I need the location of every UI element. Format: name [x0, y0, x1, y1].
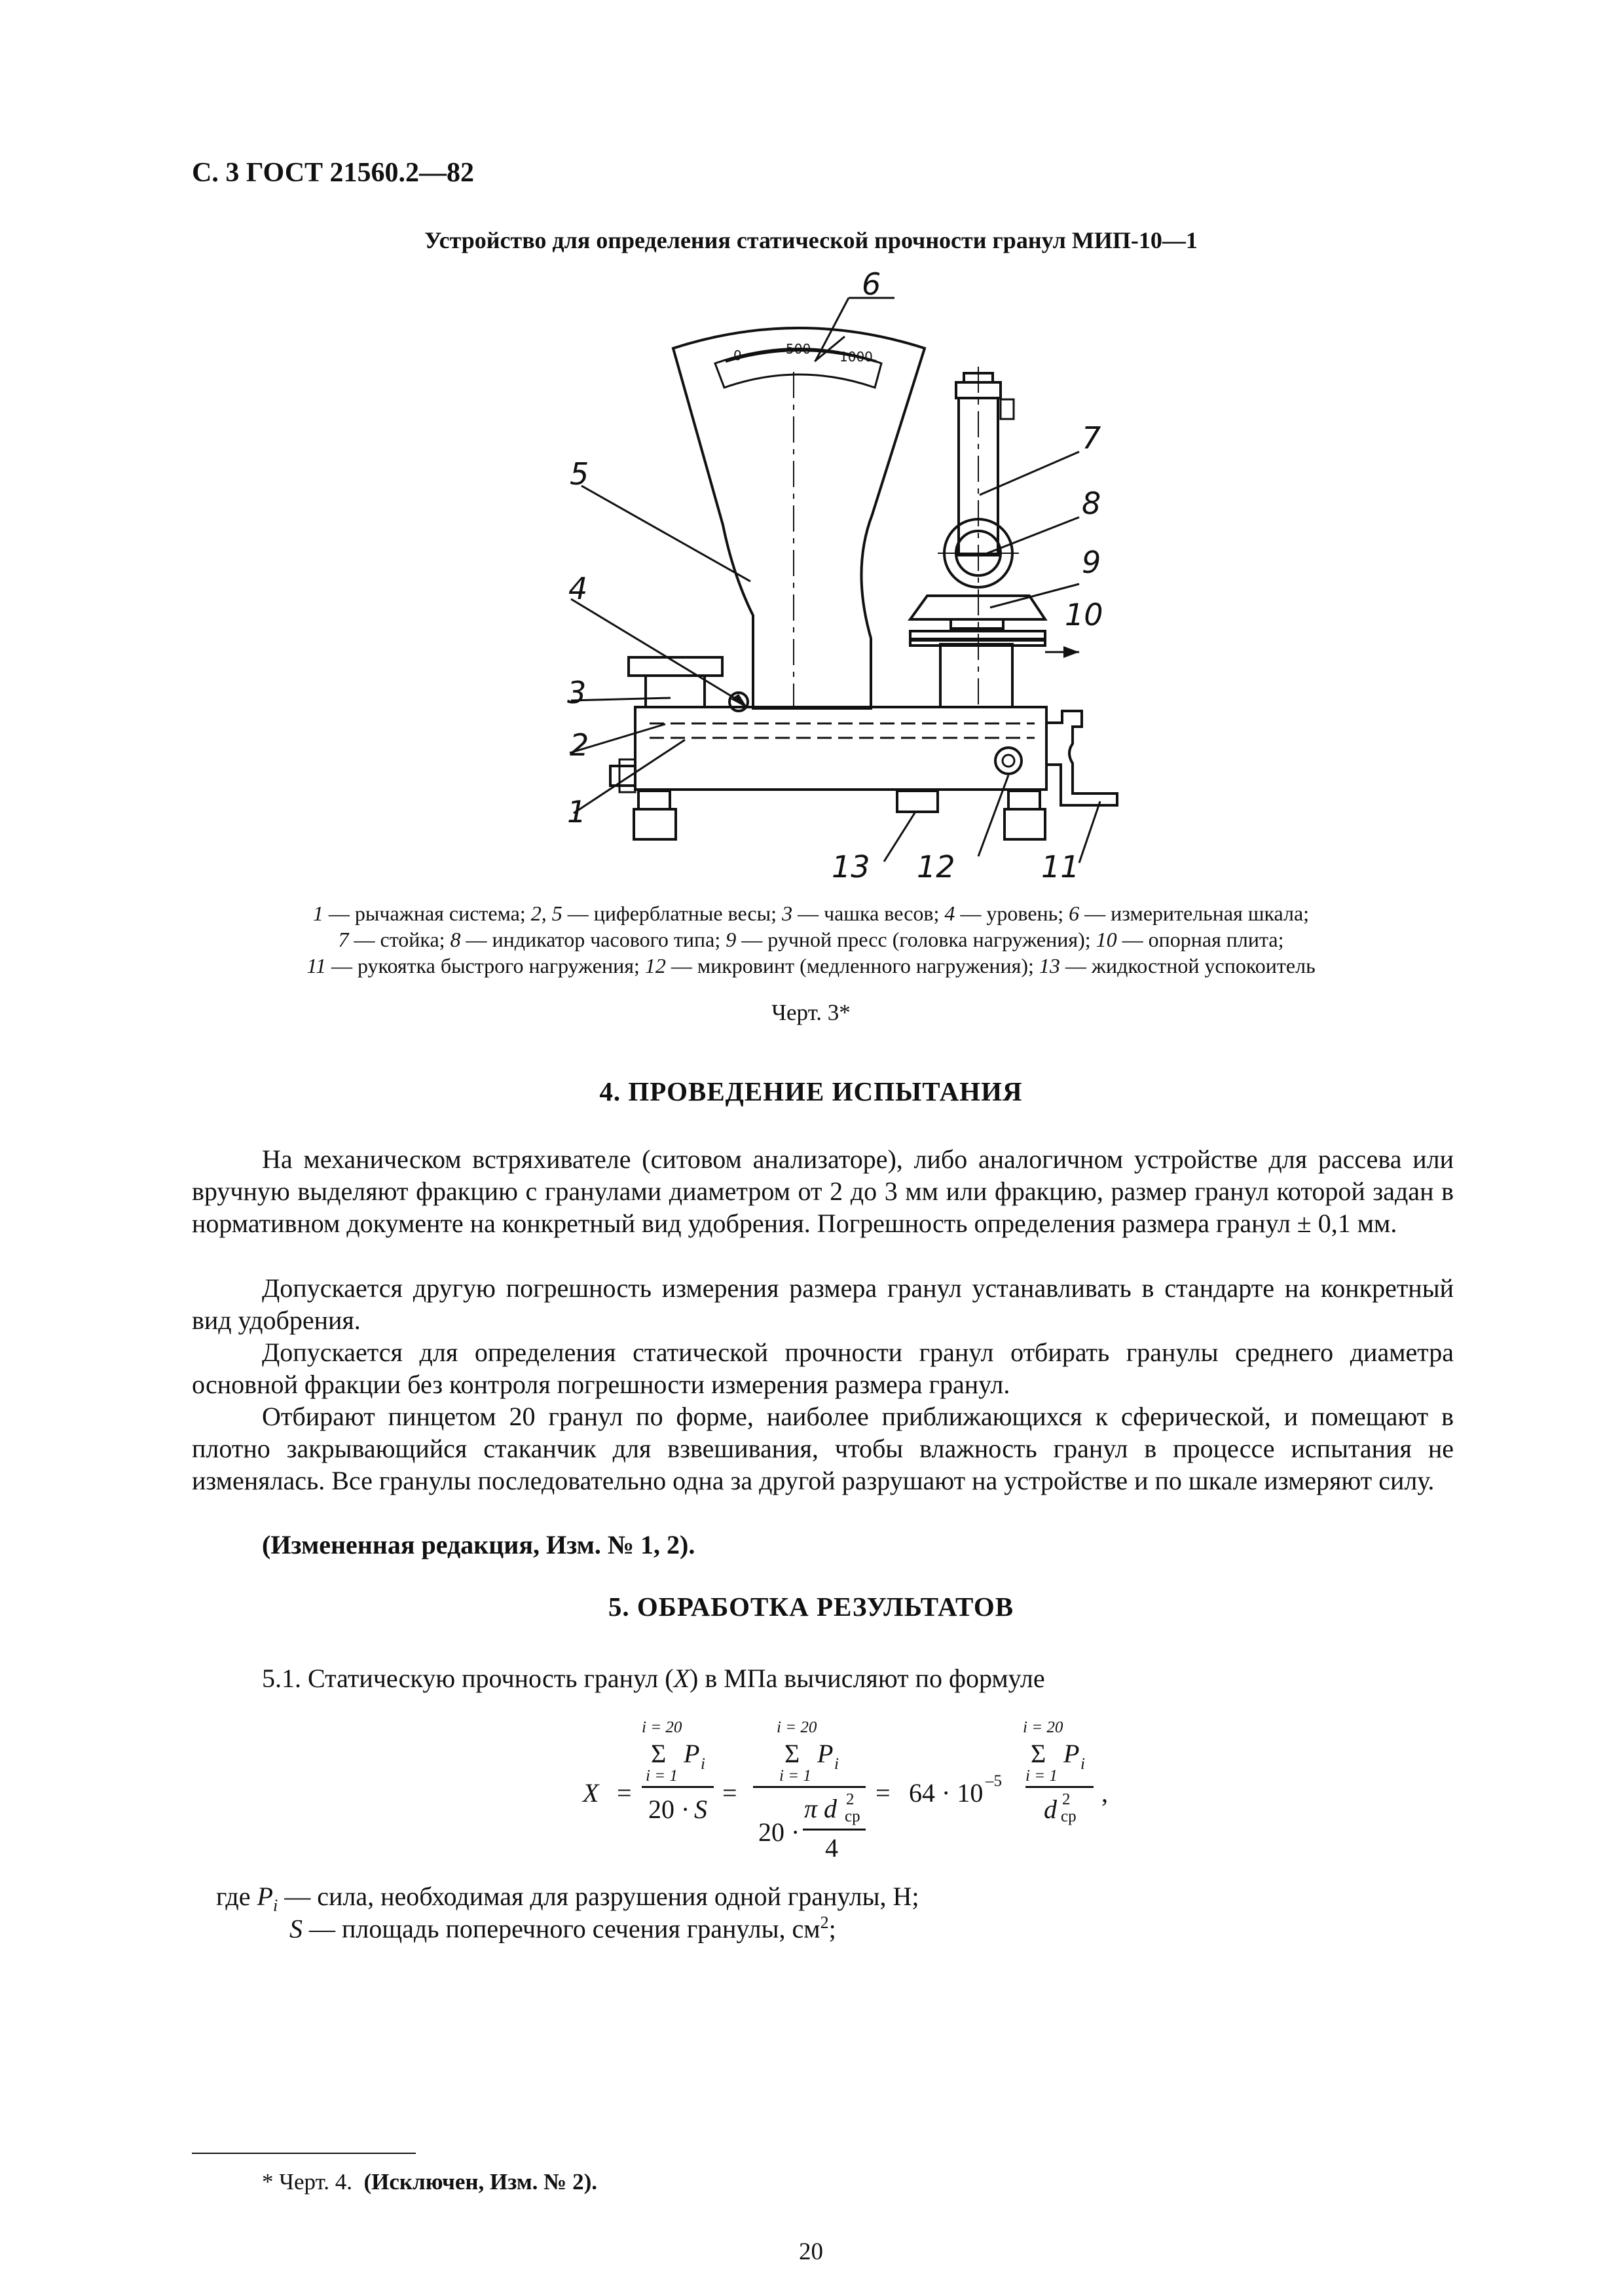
legend-line: 11 — рукоятка быстрого нагружения; 12 — микровинт (медленного нагружения); 13 — жидкостной успокоитель — [306, 954, 1316, 977]
quick-load-handle — [1046, 711, 1117, 805]
callout-9: 9 — [1082, 545, 1101, 580]
foot-right — [1008, 791, 1040, 809]
micro-screw — [995, 748, 1022, 774]
section-5-heading: 5. ОБРАБОТКА РЕЗУЛЬТАТОВ — [608, 1592, 1014, 1622]
figure-title: Устройство для определения статической прочности гранул МИП-10—1 — [424, 227, 1198, 253]
footnote-rule — [192, 2153, 416, 2154]
section-4-paragraph-3: Допускается для определения статической прочности гранул отбирать гранулы среднего диаметра основной фракции без контроля погрешности измерения размера гранул. — [192, 1338, 1454, 1399]
liquid-damper — [897, 791, 938, 812]
section-4-paragraph-2: Допускается другую погрешность измерения размера гранул устанавливать в стандарте на конкретный вид удобрения. — [192, 1273, 1454, 1335]
base-box — [635, 707, 1046, 790]
scale-label-500: 500 — [786, 341, 811, 357]
callout-6: 6 — [862, 266, 881, 302]
where-s: S — площадь поперечного сечения гранулы, $см^2$; — [289, 1913, 836, 1944]
callout-5: 5 — [570, 456, 589, 492]
section-5-1-intro: 5.1. Статическую прочность гранул (X) в МПа вычисляют по формуле — [262, 1664, 1045, 1693]
callout-8: 8 — [1082, 486, 1101, 521]
callout-1: 1 — [567, 794, 587, 829]
callout-2: 2 — [570, 727, 589, 763]
callout-7: 7 — [1082, 420, 1101, 456]
where-p: где $P_i$ — сила, необходимая для разрушения одной гранулы, Н; — [216, 1882, 919, 1915]
scale-cup — [629, 657, 722, 676]
scale-label-1000: 1000 — [839, 349, 873, 365]
callout-13: 13 — [832, 849, 870, 884]
legend-line: 7 — стойка; 8 — индикатор часового типа; 9 — ручной пресс (головка нагружения); 10 — опорная плита; — [338, 928, 1284, 951]
callout-10: 10 — [1065, 597, 1103, 632]
callout-3: 3 — [567, 675, 587, 710]
strength-formula: X = i = 20 Σ P i i = 1 20 · S = i = 20 Σ P i i = 1 20 · π d 2 ср 4 = 64 · 10 –5 i = 20 Σ P i i = 1 d 2 ср , — [583, 1719, 1108, 1863]
figure-caption: Черт. 3* — [771, 1000, 851, 1025]
dial-scale-housing — [673, 328, 925, 708]
section-4-paragraph-1: На механическом встряхивателе (ситовом анализаторе), либо аналогичном устройстве для рассева или вручную выделяют фракцию с гранулами диаметром от 2 до 3 мм или фракцию, размер гранул которой задан в нормативном документе на конкретный вид удобрения. Погрешность определения размера гранул ± 0,1 мм. — [192, 1144, 1454, 1238]
figure-legend — [0, 900, 1622, 979]
callout-12: 12 — [917, 849, 955, 884]
device-drawing — [0, 262, 1622, 890]
section-4-paragraph-4: Отбирают пинцетом 20 гранул по форме, наиболее приближающихся к сферической, и помещают в плотно закрывающийся стаканчик для взвешивания, чтобы влажность гранул в процессе испытания не изменялась. Все гранулы последовательно одна за другой разрушают на устройстве и по шкале измеряют силу. — [192, 1402, 1454, 1495]
callout-4: 4 — [568, 571, 588, 606]
page-header: С. 3 ГОСТ 21560.2—82 — [192, 158, 475, 188]
section-4-heading: 4. ПРОВЕДЕНИЕ ИСПЫТАНИЯ — [599, 1076, 1023, 1106]
legend-line: 1 — рычажная система; 2, 5 — циферблатные весы; 3 — чашка весов; 4 — уровень; 6 — измерительная шкала; — [312, 902, 1310, 925]
foot-left — [638, 791, 670, 809]
callout-11: 11 — [1041, 849, 1080, 884]
amendment-note: (Измененная редакция, Изм. № 1, 2). — [262, 1530, 695, 1559]
scale-label-0: 0 — [733, 348, 742, 363]
footnote: * Черт. 4. (Исключен, Изм. № 2). — [262, 2169, 598, 2195]
page-number: 20 — [799, 2238, 823, 2265]
